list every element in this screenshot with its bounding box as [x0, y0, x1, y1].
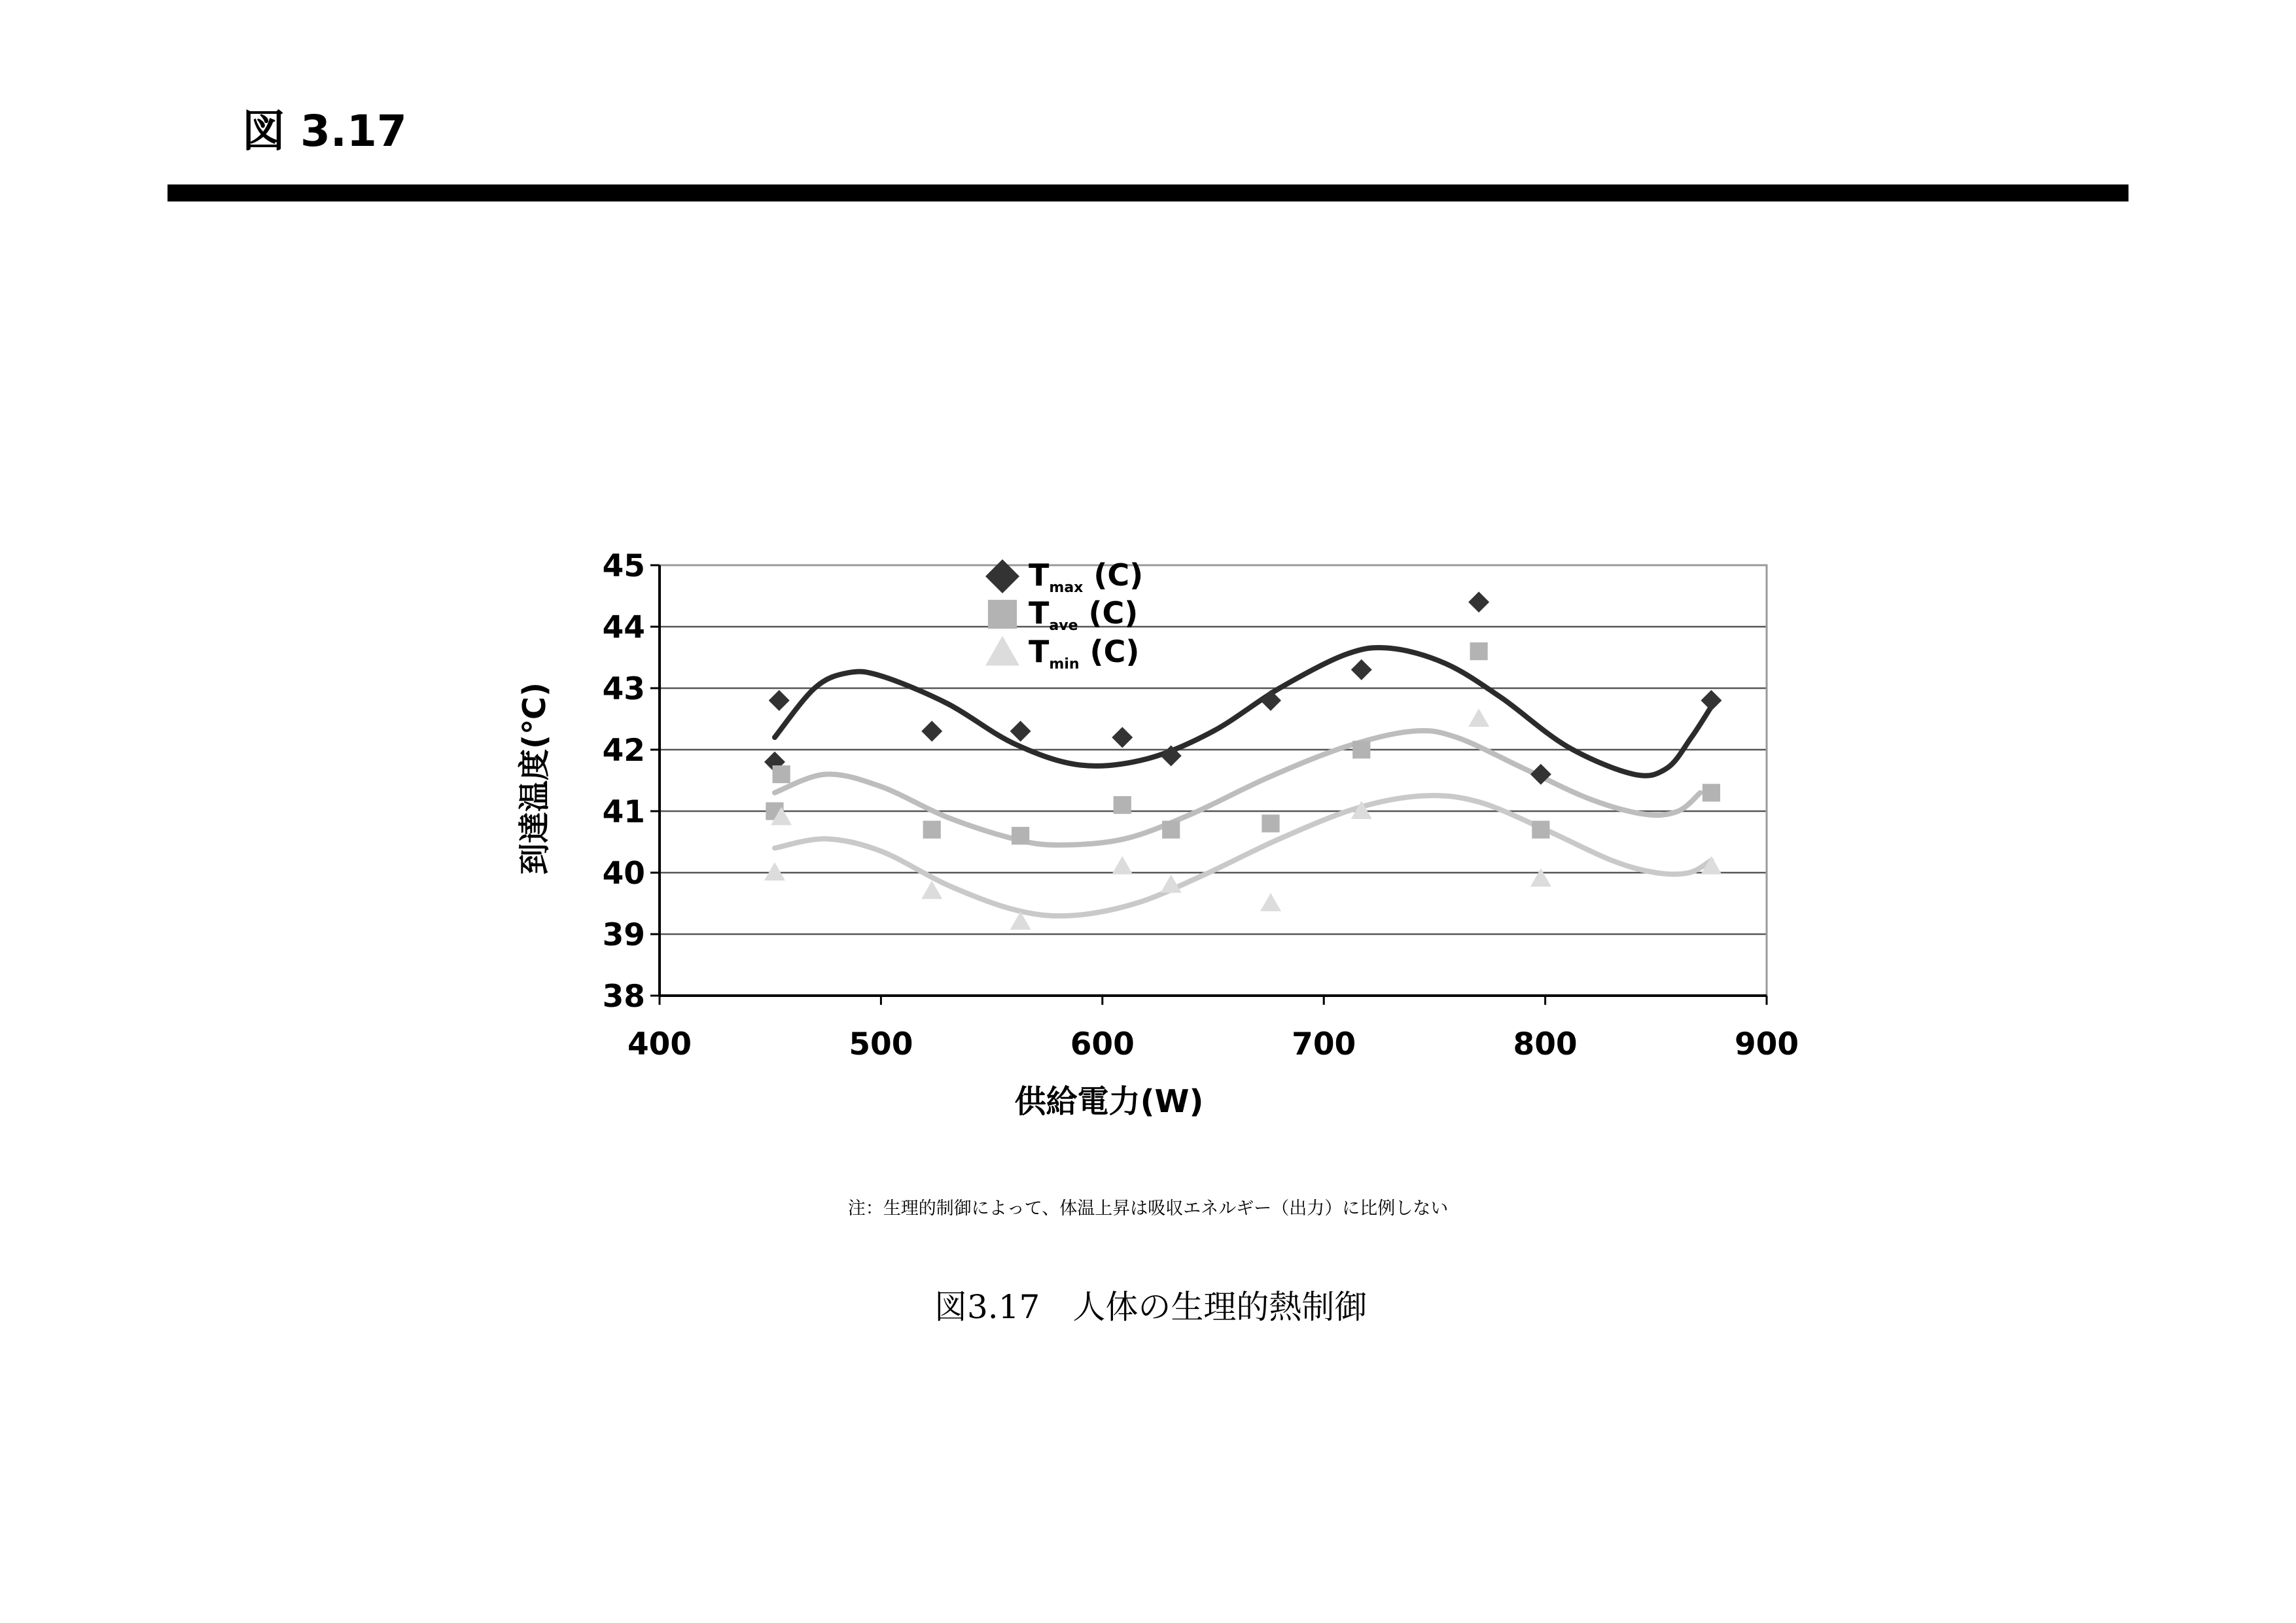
slide-title: 図 3.17: [242, 106, 407, 156]
x-tick-label-500: 500: [849, 1026, 913, 1062]
x-tick-label-700: 700: [1292, 1026, 1356, 1062]
y-tick-label-43: 43: [602, 671, 645, 707]
data-point-ave-9: [1532, 821, 1549, 839]
legend: [985, 557, 1143, 672]
data-point-max-7: [1351, 659, 1372, 680]
data-point-ave-1: [773, 765, 790, 783]
data-point-ave-6: [1262, 814, 1279, 832]
legend-entry-max: $T_{max}$ (C): [1029, 557, 1144, 596]
y-axis-title: 到達温度(℃): [516, 682, 553, 875]
plot-area-frame: [660, 565, 1767, 996]
data-point-min-9: [1530, 868, 1551, 886]
x-tick-label-900: 900: [1734, 1026, 1799, 1062]
data-markers: [764, 591, 1722, 930]
y-tick-label-39: 39: [602, 917, 645, 953]
data-point-max-3: [1010, 721, 1031, 742]
y-tick-label-41: 41: [602, 794, 645, 830]
chart-note: 注：生理的制御によって、体温上昇は吸収エネルギー（出力）に比例しない: [847, 1198, 1449, 1219]
data-point-ave-3: [1012, 827, 1029, 845]
data-point-min-4: [1112, 856, 1133, 875]
data-point-min-6: [1260, 893, 1281, 911]
y-tick-label-40: 40: [602, 856, 645, 892]
x-tick-label-600: 600: [1070, 1026, 1135, 1062]
legend-marker-ave: [988, 600, 1017, 629]
y-tick-label-45: 45: [602, 548, 645, 584]
data-point-ave-7: [1352, 741, 1370, 758]
y-tick-label-38: 38: [602, 979, 645, 1015]
x-tick-label-400: 400: [627, 1026, 692, 1062]
data-point-ave-2: [923, 821, 941, 839]
trend-line-min: [775, 795, 1711, 916]
data-point-max-6: [1260, 690, 1281, 711]
data-point-max-10: [1701, 690, 1722, 711]
data-point-max-2: [921, 721, 942, 742]
data-point-min-8: [1468, 708, 1489, 727]
y-tick-label-42: 42: [602, 733, 645, 769]
figure-caption: 図3.17 人体の生理的熱制御: [934, 1288, 1368, 1326]
legend-entry-ave: $T_{ave}$ (C): [1029, 595, 1139, 634]
data-point-max-8: [1468, 591, 1489, 612]
chart-gridlines: [660, 565, 1767, 934]
data-point-ave-8: [1470, 642, 1487, 660]
data-point-ave-4: [1114, 796, 1131, 814]
legend-marker-min: [985, 636, 1019, 666]
x-tick-label-800: 800: [1513, 1026, 1578, 1062]
trend-line-max: [775, 648, 1711, 776]
data-point-max-1: [769, 690, 790, 711]
data-point-max-4: [1112, 727, 1133, 748]
data-point-ave-10: [1703, 784, 1720, 801]
trend-line-ave: [775, 731, 1701, 845]
y-tick-label-44: 44: [602, 610, 645, 646]
data-point-min-0: [764, 862, 785, 881]
x-axis-title: 供給電力(W): [1014, 1083, 1204, 1120]
data-point-ave-5: [1162, 821, 1180, 839]
legend-entry-min: $T_{min}$ (C): [1029, 634, 1140, 672]
